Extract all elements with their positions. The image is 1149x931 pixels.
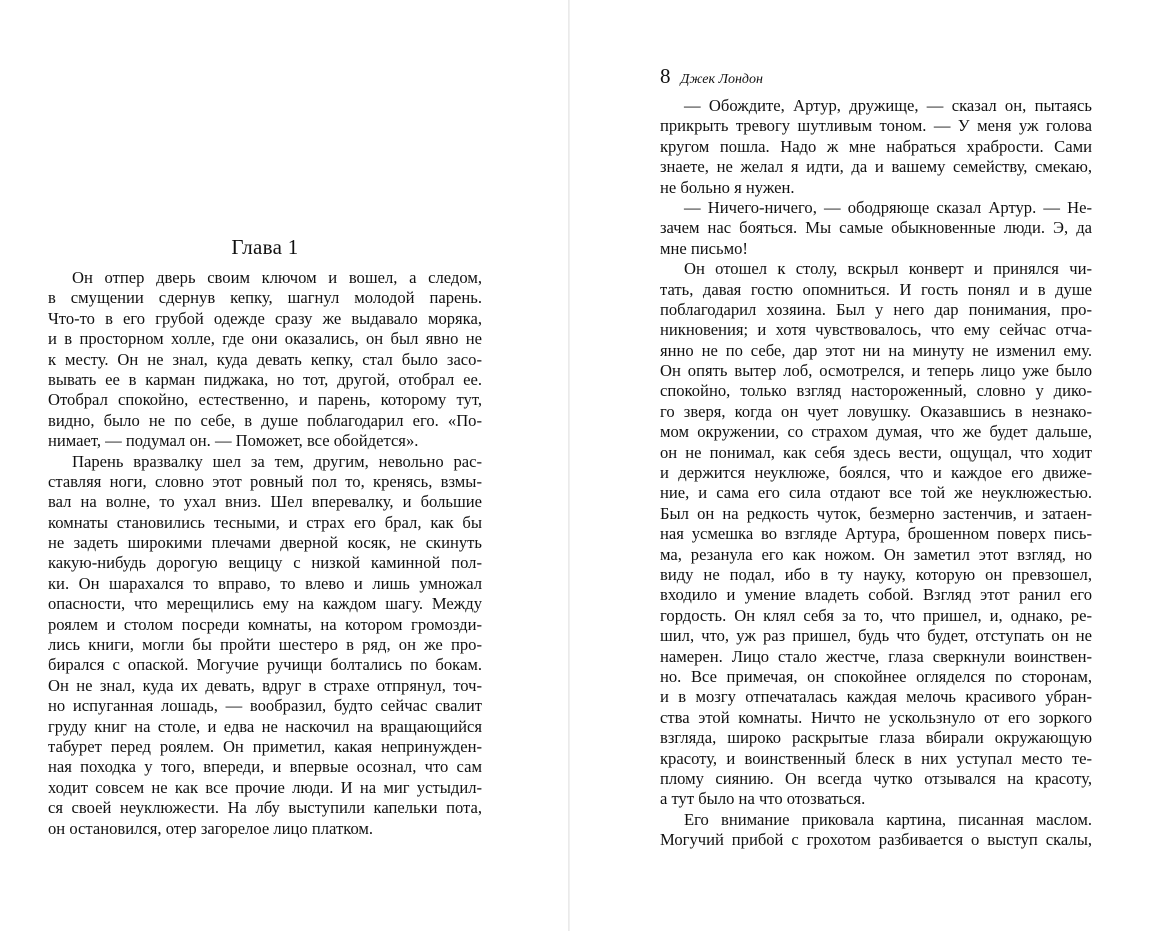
text-line: Что-то в его грубой одежде сразу же выдавало моряка, <box>48 308 482 328</box>
text-line: ставляя ноги, словно этот ровный пол то, кренясь, взмы- <box>48 471 482 491</box>
running-head-author: Джек Лондон <box>680 72 763 87</box>
text-line: Он отошел к столу, вскрыл конверт и принялся чи- <box>684 259 1092 279</box>
chapter-title: Глава 1 <box>231 235 299 259</box>
text-line: Он опять вытер лоб, осмотрелся, и теперь лицо уже было <box>660 361 1092 381</box>
text-line: к месту. Он не знал, куда девать кепку, стал было засо- <box>48 349 482 369</box>
text-line: опасности, что мерещились ему на каждом шагу. Между <box>48 594 482 614</box>
text-line: роялем и столом посреди комнаты, на котором громозди- <box>48 614 482 634</box>
text-line: ки. Он шарахался то вправо, то влево и лишь умножал <box>48 573 482 593</box>
left-page <box>0 0 569 931</box>
text-line: тать, давая гостю опомниться. И гость понял и в душе <box>660 279 1092 299</box>
text-line: а тут было на что отозваться. <box>660 789 866 809</box>
text-line: шил, что, уж раз пришел, будь что будет, отступать он не <box>660 626 1092 646</box>
text-line: и держится неуклюже, боялся, что и каждое его движе- <box>660 463 1092 483</box>
text-line: вывать ее в карман пиджака, но тот, другой, отобрал ее. <box>48 369 482 389</box>
page-number: 8 <box>660 64 671 88</box>
text-line: никновения; и хотя чувствовалось, что ему сейчас отча- <box>660 320 1092 340</box>
text-line: ная усмешка во взгляде Артура, брошенном поверх пись- <box>660 524 1092 544</box>
text-line: — Ничего-ничего, — ободряюще сказал Артур. — Не- <box>684 197 1092 217</box>
text-line: зачем нас бояться. Мы самые обыкновенные люди. Э, да <box>660 218 1092 238</box>
paragraph <box>48 268 482 452</box>
text-line: бирался с опаской. Могучие ручищи болтались по бокам. <box>48 655 482 675</box>
text-line: но. Все примечая, он спокойнее огляделся по сторонам, <box>660 666 1092 686</box>
running-head <box>660 64 763 88</box>
text-line: ся своей неуклюжести. На лбу выступили капельки пота, <box>48 798 482 818</box>
text-line: янно не по себе, дар этот ни на минуту не изменил ему. <box>660 340 1092 360</box>
text-line: кругом пошла. Надо ж мне набраться храбрости. Сами <box>660 136 1092 156</box>
text-line: в смущении сдернув кепку, шагнул молодой парень. <box>48 288 482 308</box>
text-line: прикрыть тревогу шутливым тоном. — У меня уж голова <box>660 116 1092 136</box>
paragraph <box>660 259 1092 810</box>
right-page <box>570 0 1149 931</box>
text-line: красоту, и воинственный блеск в них уступал место те- <box>660 748 1092 768</box>
text-line: го зверя, когда он чует ловушку. Оказавшись в незнако- <box>660 401 1092 421</box>
text-line: вал на волне, то ухал вниз. Шел вперевалку, и большие <box>48 492 482 512</box>
text-line: ная походка у того, впереди, и впервые осознал, что сам <box>48 757 482 777</box>
text-line: табурет перед роялем. Он приметил, какая непринужден- <box>48 736 482 756</box>
text-line: — Обождите, Артур, дружище, — сказал он, пытаясь <box>684 96 1092 115</box>
text-line: Он отпер дверь своим ключом и вошел, а следом, <box>72 268 482 287</box>
paragraph <box>660 810 1092 851</box>
text-line: груду книг на столе, и едва не наскочил на вращающийся <box>48 716 482 736</box>
text-line: Отобрал спокойно, естественно, и парень, которому тут, <box>48 390 482 410</box>
text-line: взгляда, широко раскрытые глаза вбирали окружающую <box>660 728 1092 748</box>
text-line: входило и умение владеть собой. Взгляд этот ранил его <box>660 585 1092 605</box>
paragraph <box>660 96 1092 198</box>
text-line: ства этой комнаты. Ничто не ускользнуло от его зоркого <box>660 707 1092 727</box>
text-line: мом окружении, со страхом думая, что же будет дальше, <box>660 422 1092 442</box>
text-line: он не понимал, как себя здесь вести, ощущал, что ходит <box>660 442 1092 462</box>
paragraph <box>660 198 1092 259</box>
text-line: видно, было не по себе, в душе поблагодарил его. «По- <box>48 410 482 430</box>
text-line: какую-нибудь дорогую вещицу с низкой каминной пол- <box>48 553 482 573</box>
text-line: ма, резанула его как ножом. Он заметил этот взгляд, но <box>660 544 1092 564</box>
text-line: виду не подал, ибо в ту науку, которую он превзошел, <box>660 564 1092 584</box>
text-line: Могучий прибой с грохотом разбивается о выступ скалы, <box>660 830 1092 850</box>
text-line: Его внимание приковала картина, писанная маслом. <box>684 809 1092 829</box>
text-line: но испуганная лошадь, — вообразил, будто сейчас свалит <box>48 696 482 716</box>
text-line: знаете, не желал я идти, да и вашему семейству, смекаю, <box>660 157 1092 177</box>
text-line: плому сиянию. Он всегда чутко отзывался на красоту, <box>660 768 1092 788</box>
text-line: Он не знал, куда их девать, вдруг в страхе отпрянул, точ- <box>48 675 482 695</box>
paragraph <box>48 452 482 839</box>
text-line: лись книги, могли бы пройти шестеро в ряд, он же про- <box>48 635 482 655</box>
text-line: намерен. Лицо стало жестче, глаза сверкнули воинствен- <box>660 646 1092 666</box>
left-page-text <box>48 268 482 839</box>
text-line: гордость. Он клял себя за то, что пришел, и, однако, ре- <box>660 605 1092 625</box>
text-line: нимает, — подумал он. — Поможет, все обойдется». <box>48 431 419 451</box>
text-line: ходит совсем не как все прочие люди. И на миг устыдил- <box>48 777 482 797</box>
text-line: Парень вразвалку шел за тем, другим, невольно рас- <box>72 451 482 471</box>
text-line: поблагодарил хозяина. Был у него дар понимания, про- <box>660 299 1092 319</box>
text-line: мне письмо! <box>660 238 748 258</box>
right-page-text <box>660 96 1092 850</box>
text-line: не больно я нужен. <box>660 177 795 197</box>
text-line: и в просторном холле, где они оказались, он был явно не <box>48 329 482 349</box>
text-line: и в мозгу отпечаталась каждая мелочь красивого убран- <box>660 687 1092 707</box>
text-line: он остановился, отер загорелое лицо платком. <box>48 818 374 838</box>
text-line: комнаты становились тесными, и страх его брал, как бы <box>48 512 482 532</box>
text-line: Был он на редкость чуток, безмерно застенчив, и затаен- <box>660 503 1092 523</box>
text-line: не задеть широкими плечами дверной косяк, не скинуть <box>48 533 482 553</box>
text-line: ние, и сама его сила отдают все той же неуклюжестью. <box>660 483 1092 503</box>
text-line: спокойно, только взгляд настороженный, словно у дико- <box>660 381 1092 401</box>
